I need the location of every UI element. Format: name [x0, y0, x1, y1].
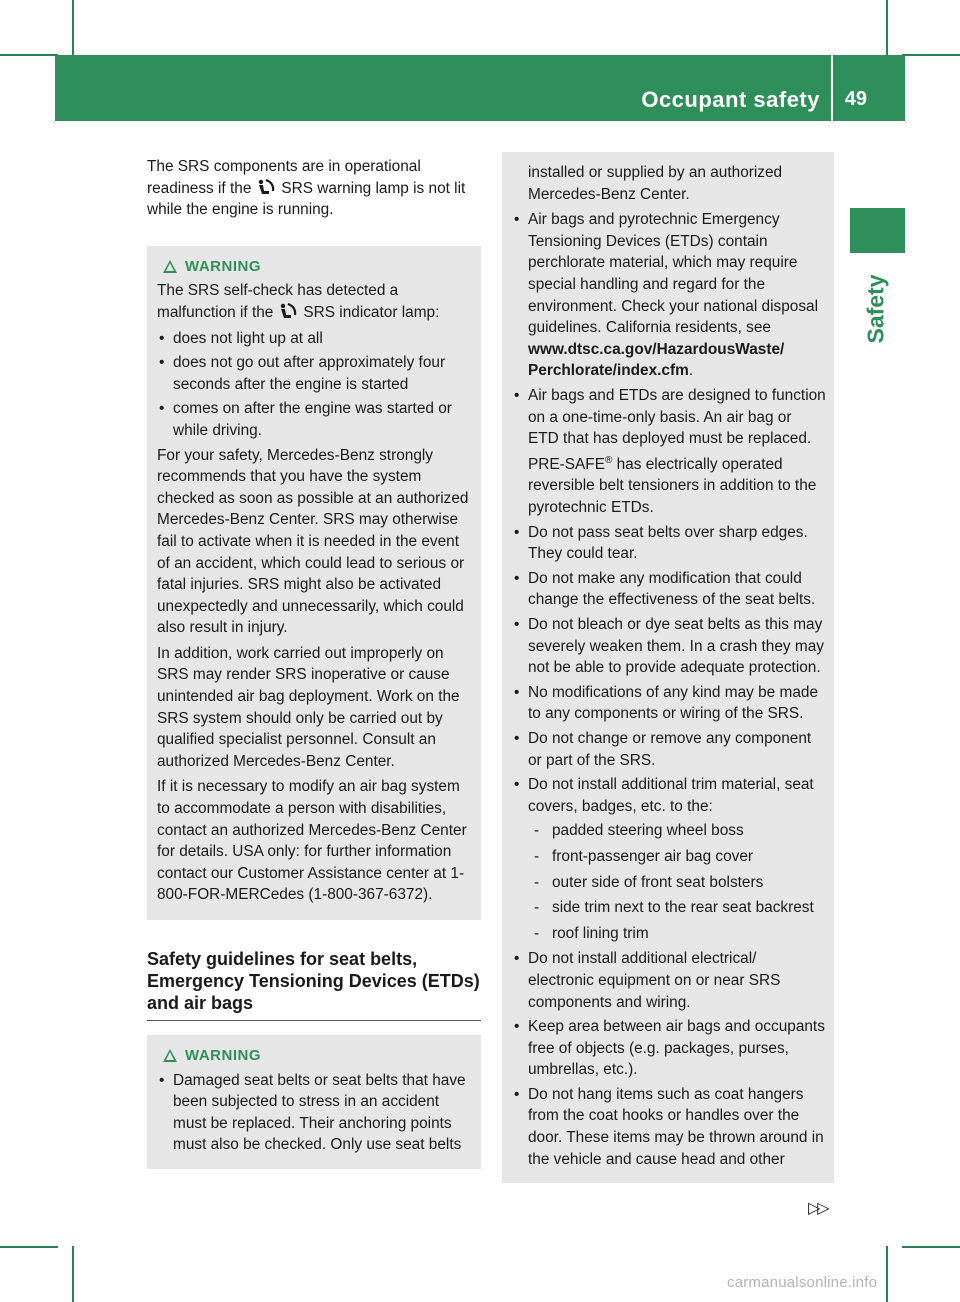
crop-mark — [902, 1246, 960, 1248]
intro-paragraph — [147, 156, 481, 221]
warning-label: WARNING — [185, 257, 261, 275]
list-item: • Do not pass seat belts over sharp edges. They could tear. — [512, 522, 826, 565]
sub-list-item: - padded steering wheel boss — [512, 820, 826, 842]
left-column — [147, 156, 481, 1169]
continue-arrow-icon: ▷▷ — [808, 1200, 827, 1217]
right-column-warning-continued — [502, 152, 834, 1183]
intro-text-start: The SRS components are in operational readiness if the — [147, 158, 421, 197]
sub-list-item: - side trim next to the rear seat backrest — [512, 897, 826, 919]
list-item-pre-safe: • Air bags and ETDs are designed to function on a one-time-only basis. An air bag or ETD that has deployed must be replaced. PRE-SAFE® has electrically operated reversible belt tensioners in addition to the pyrotechnic ETDs. — [512, 385, 826, 519]
list-item: • Do not bleach or dye seat belts as this may severely weaken them. In a crash they may not be able to provide adequate protection. — [512, 614, 826, 679]
crop-mark — [902, 54, 960, 56]
page-header — [55, 55, 905, 121]
list-item: • does not go out after approximately four seconds after the engine is started — [157, 352, 473, 395]
warning-lead: The SRS self-check has detected a malfunction if the SRS indicator lamp: — [157, 282, 440, 321]
warning-box-seat-belts — [147, 1035, 481, 1169]
chapter-tab — [850, 208, 905, 353]
page-number: 49 — [844, 88, 867, 110]
warning-paragraph: In addition, work carried out improperly on SRS may render SRS inoperative or cause unintended air bag deployment. Work on the SRS system should only be carried out by qualified specialist personnel. Consult an authorized Mercedes-Benz Center. — [157, 644, 460, 770]
list-item: • Do not install additional electrical/ electronic equipment on or near SRS components and wiring. — [512, 948, 826, 1013]
intro-text-end: SRS warning lamp is not lit while the engine is running. — [147, 179, 466, 219]
sub-list-item: - roof lining trim — [512, 923, 826, 945]
crop-mark — [72, 1246, 74, 1302]
continuation-text: installed or supplied by an authorized Mercedes-Benz Center. — [528, 164, 783, 203]
sub-list-item: - front-passenger air bag cover — [512, 846, 826, 868]
watermark: carmanualsonline.info — [727, 1274, 878, 1291]
list-item: • comes on after the engine was started or while driving. — [157, 398, 473, 441]
section-header-title: Occupant safety — [641, 87, 820, 112]
chapter-tab-marker — [850, 208, 905, 253]
crop-mark — [0, 1246, 58, 1248]
list-item: • Do not install additional trim material, seat covers, badges, etc. to the: — [512, 774, 826, 817]
list-item: • Do not hang items such as coat hangers from the coat hooks or handles over the door. These items may be thrown around in the vehicle and cause head and other — [512, 1084, 826, 1170]
list-item: • Damaged seat belts or seat belts that have been subjected to stress in an accident must be replaced. Their anchoring points must also be checked. Only use seat belts — [157, 1070, 473, 1156]
list-item-perchlorate: • Air bags and pyrotechnic Emergency Tensioning Devices (ETDs) contain perchlorate material, which may require special handling and regard for the environment. Check your national disposal guidelines. California residents, see www.dtsc.ca.gov/HazardousWaste/ Perchlorate/index.cfm. — [512, 209, 826, 382]
list-item: • does not light up at all — [157, 328, 473, 350]
warning-triangle-icon — [163, 1049, 177, 1062]
crop-mark — [886, 0, 888, 58]
crop-mark — [0, 54, 58, 56]
warning-label: WARNING — [185, 1047, 261, 1064]
disposal-link[interactable]: www.dtsc.ca.gov/HazardousWaste/ Perchlorate/index.cfm — [528, 340, 785, 380]
list-item: • Keep area between air bags and occupants free of objects (e.g. packages, purses, umbrellas, etc.). — [512, 1016, 826, 1081]
warning-triangle-icon — [163, 260, 177, 273]
header-divider — [831, 55, 833, 121]
srs-indicator-icon — [277, 303, 299, 320]
crop-mark — [886, 1246, 888, 1302]
chapter-tab-label: Safety — [862, 274, 889, 344]
crop-mark — [72, 0, 74, 58]
sub-list-item: - outer side of front seat bolsters — [512, 872, 826, 894]
srs-warning-icon — [255, 179, 277, 196]
section-heading: Safety guidelines for seat belts, Emergency Tensioning Devices (ETDs) and air bags — [147, 948, 481, 1021]
registered-mark: ® — [604, 454, 613, 466]
warning-box-srs-malfunction — [147, 246, 481, 920]
warning-paragraph: For your safety, Mercedes-Benz strongly recommends that you have the system checked as soon as possible at an authorized Mercedes-Benz Center. SRS may otherwise fail to activate when it is needed in the event of an accident, which could lead to serious or fatal injuries. SRS might also be activated unexpectedly and unnecessarily, which could also result in injury. — [157, 446, 469, 637]
list-item: • Do not make any modification that could change the effectiveness of the seat belts. — [512, 568, 826, 611]
list-item: • No modifications of any kind may be made to any components or wiring of the SRS. — [512, 682, 826, 725]
warning-paragraph: If it is necessary to modify an air bag system to accommodate a person with disabilities, contact an authorized Mercedes-Benz Center for details. USA only: for further information contact our Customer Assistance center at 1-800-FOR-MERCedes (1-800-367-6372). — [157, 778, 467, 904]
list-item: • Do not change or remove any component or part of the SRS. — [512, 728, 826, 771]
